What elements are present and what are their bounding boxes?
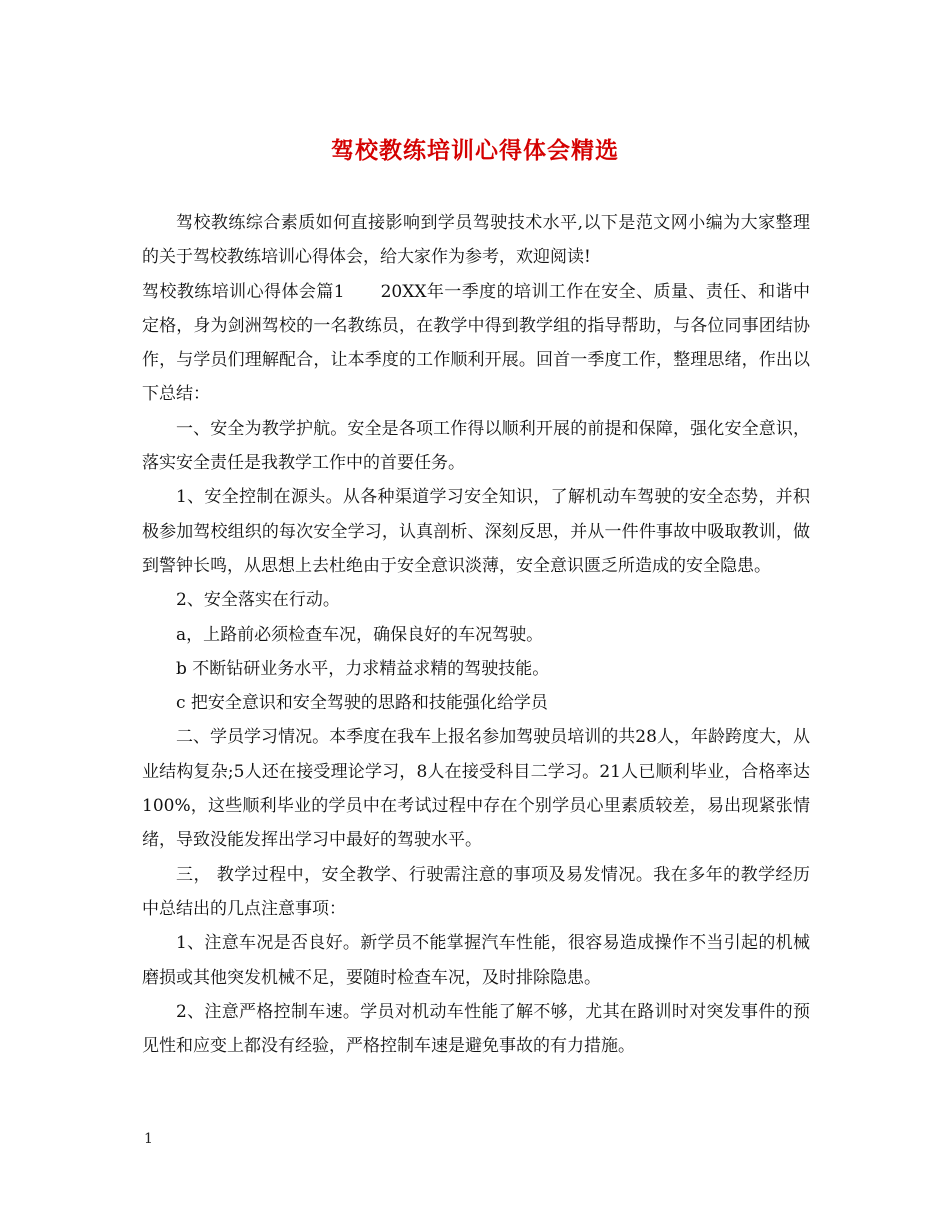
paragraph-safety: 一、安全为教学护航。安全是各项工作得以顺利开展的前提和保障，强化安全意识，落实安全责任是我教学工作中的首要任务。 <box>142 418 810 474</box>
intro-paragraph: 驾校教练综合素质如何直接影响到学员驾驶技术水平,以下是范文网小编为大家整理的关于驾校教练培训心得体会，给大家作为参考，欢迎阅读! <box>142 213 810 268</box>
section-paragraph <box>142 275 810 412</box>
paragraph-source-control: 1、安全控制在源头。从各种渠道学习安全知识，了解机动车驾驶的安全态势，并积极参加驾校组织的每次安全学习，认真剖析、深刻反思，并从一件件事故中吸取教训，做到警钟长鸣，从思想上去杜绝由于安全意识淡薄，安全意识匮乏所造成的安全隐患。 <box>142 487 810 576</box>
section-heading: 驾校教练培训心得体会篇1 <box>142 281 345 302</box>
section-text: 20XX年一季度的培训工作在安全、质量、责任、和谐中定格，身为剑洲驾校的一名教练员，在教学中得到教学组的指导帮助，与各位同事团结协作，与学员们理解配合，让本季度的工作顺利开展。回首一季度工作，整理思绪，作出以下总结： <box>142 281 810 405</box>
paragraph-teaching: 三， 教学过程中，安全教学、行驶需注意的事项及易发情况。我在多年的教学经历中总结出的几点注意事项： <box>142 864 810 919</box>
paragraph-item-c: c 把安全意识和安全驾驶的思路和技能强化给学员 <box>176 693 548 714</box>
paragraph-item-a: a，上路前必须检查车况，确保良好的车况驾驶。 <box>176 624 544 645</box>
document-body <box>142 206 810 1063</box>
paragraph-students: 二、学员学习情况。本季度在我车上报名参加驾驶员培训的共28人，年龄跨度大，从业结构复杂;5人还在接受理论学习，8人在接受科目二学习。21人已顺利毕业，合格率达100%，这些顺利毕业的学员中在考试过程中存在个别学员心里素质较差，易出现紧张情绪，导致没能发挥出学习中最好的驾驶水平。 <box>142 727 810 851</box>
paragraph-item-b: b 不断钻研业务水平，力求精益求精的驾驶技能。 <box>176 658 550 679</box>
paragraph-vehicle: 1、注意车况是否良好。新学员不能掌握汽车性能，很容易造成操作不当引起的机械磨损或其他突发机械不足，要随时检查车况，及时排除隐患。 <box>142 933 810 988</box>
page-number: 1 <box>144 1131 153 1147</box>
document-title: 驾校教练培训心得体会精选 <box>331 137 619 164</box>
paragraph-action: 2、安全落实在行动。 <box>176 590 340 611</box>
paragraph-speed: 2、注意严格控制车速。学员对机动车性能了解不够，尤其在路训时对突发事件的预见性和应变上都没有经验，严格控制车速是避免事故的有力措施。 <box>142 1001 810 1057</box>
